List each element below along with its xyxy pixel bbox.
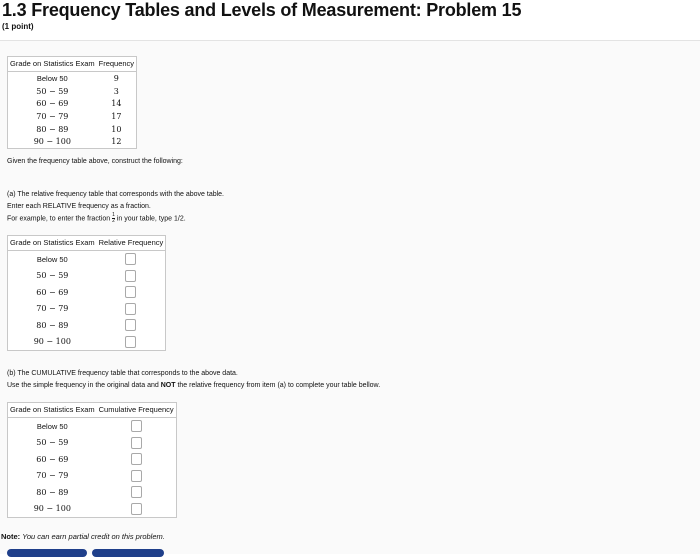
example-text-after: in your table, type 1/2. [116, 215, 186, 223]
relative-frequency-table [7, 235, 166, 351]
note-label: Note: [1, 532, 21, 541]
page-title: 1.3 Frequency Tables and Levels of Measurement: Problem 15 [2, 0, 522, 20]
part-b-instruction [7, 382, 380, 389]
column-header-grade: Grade on Statistics Exam [8, 236, 97, 251]
grade-cell: 60 − 69 [36, 99, 69, 109]
grade-cell: 90 − 100 [33, 137, 71, 147]
problem-header [0, 0, 700, 41]
relative-frequency-input[interactable] [125, 270, 136, 282]
table-row [8, 501, 177, 518]
table-row [8, 251, 166, 268]
frequency-cell: 3 [113, 86, 119, 96]
table-row [8, 123, 137, 136]
grade-cell: 80 − 89 [36, 124, 69, 134]
grade-cell: 70 − 79 [36, 111, 69, 121]
secondary-button[interactable] [92, 549, 164, 557]
frequency-cell: 12 [111, 137, 122, 147]
part-a-example [7, 213, 186, 224]
cumulative-frequency-input[interactable] [131, 470, 142, 482]
table-row [8, 468, 177, 485]
table-header-row [8, 236, 166, 251]
grade-cell: 70 − 79 [36, 304, 69, 314]
fraction-one-half [112, 213, 115, 224]
grade-cell: 70 − 79 [36, 471, 69, 481]
part-b-description: (b) The CUMULATIVE frequency table that corresponds to the above data. [7, 370, 238, 377]
column-header-cumulative-frequency: Cumulative Frequency [97, 403, 177, 418]
part-a-fraction-note: Enter each RELATIVE frequency as a fraction. [7, 203, 151, 210]
cumulative-frequency-input[interactable] [131, 420, 142, 432]
cumulative-frequency-input[interactable] [131, 503, 142, 515]
grade-cell: 50 − 59 [36, 271, 69, 281]
table-header-row [8, 57, 137, 72]
fraction-numerator: 1 [112, 212, 115, 218]
fraction-denominator: 2 [112, 218, 115, 224]
column-header-relative-frequency: Relative Frequency [97, 236, 166, 251]
grade-cell: Below 50 [36, 73, 68, 83]
example-text-before: For example, to enter the fraction [7, 215, 111, 223]
frequency-cell: 17 [111, 111, 122, 121]
grade-cell: 60 − 69 [36, 287, 69, 297]
relative-frequency-input[interactable] [125, 336, 136, 348]
instructions-given: Given the frequency table above, construct the following: [7, 158, 183, 165]
table-row [8, 435, 177, 452]
grade-cell: 90 − 100 [33, 337, 71, 347]
cumulative-frequency-table [7, 402, 177, 518]
grade-cell: 80 − 89 [36, 320, 69, 330]
table-row [8, 284, 166, 301]
relative-frequency-input[interactable] [125, 253, 136, 265]
table-row [8, 418, 177, 435]
part-a-description: (a) The relative frequency table that corresponds with the above table. [7, 191, 224, 198]
column-header-grade: Grade on Statistics Exam [8, 57, 97, 72]
frequency-cell: 9 [113, 73, 119, 83]
grade-cell: 60 − 69 [36, 454, 69, 464]
note-text: You can earn partial credit on this problem. [22, 532, 165, 541]
table-row [8, 334, 166, 351]
points-label: (1 point) [2, 22, 34, 31]
column-header-grade: Grade on Statistics Exam [8, 403, 97, 418]
table-row [8, 72, 137, 85]
grade-cell: Below 50 [36, 254, 68, 264]
table-header-row [8, 403, 177, 418]
partial-credit-note [1, 532, 165, 541]
frequency-cell: 10 [111, 124, 122, 134]
table-row [8, 268, 166, 285]
submit-button[interactable] [7, 549, 87, 557]
table-row [8, 110, 137, 123]
table-row [8, 484, 177, 501]
relative-frequency-input[interactable] [125, 303, 136, 315]
table-row [8, 451, 177, 468]
grade-cell: 50 − 59 [36, 86, 69, 96]
relative-frequency-input[interactable] [125, 319, 136, 331]
column-header-frequency: Frequency [97, 57, 137, 72]
cumulative-frequency-input[interactable] [131, 437, 142, 449]
part-b-text-before: Use the simple frequency in the original data and [7, 382, 159, 389]
grade-cell: 80 − 89 [36, 487, 69, 497]
table-row [8, 85, 137, 98]
part-b-emphasis: NOT [160, 382, 176, 389]
grade-cell: 90 − 100 [33, 504, 71, 514]
table-row [8, 97, 137, 110]
table-row [8, 317, 166, 334]
relative-frequency-input[interactable] [125, 286, 136, 298]
grade-cell: 50 − 59 [36, 438, 69, 448]
cumulative-frequency-input[interactable] [131, 486, 142, 498]
table-row [8, 301, 166, 318]
frequency-cell: 14 [111, 99, 122, 109]
frequency-table [7, 56, 137, 149]
grade-cell: Below 50 [36, 421, 68, 431]
table-row [8, 135, 137, 148]
cumulative-frequency-input[interactable] [131, 453, 142, 465]
part-b-text-after: the relative frequency from item (a) to complete your table bellow. [177, 382, 381, 389]
